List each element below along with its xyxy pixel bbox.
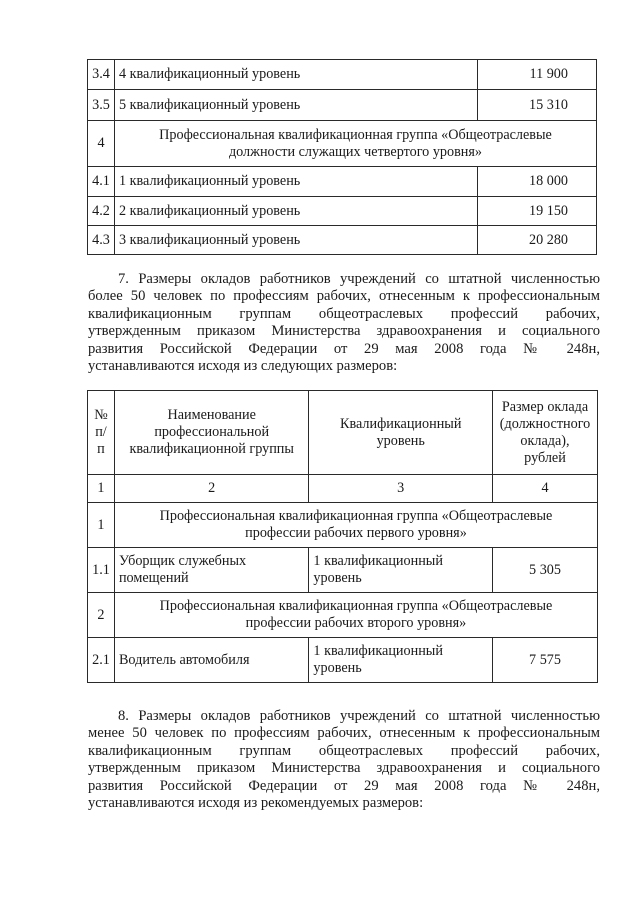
group-title-line: Профессиональная квалификационная группа «Общеотраслевые (159, 508, 553, 524)
header-line: Наименование (167, 407, 256, 423)
cell-line: Уборщик служебных (118, 553, 247, 569)
header-line: Размер оклада (501, 398, 589, 415)
header-line: Квалификационный (340, 415, 462, 432)
salary-value: 19 150 (478, 197, 597, 226)
table-row (88, 638, 598, 683)
header-salary (493, 391, 598, 475)
table-row (88, 548, 598, 593)
paragraph-line: устанавливаются исходя из следующих размеров: (88, 358, 398, 375)
row-number: 4.1 (88, 167, 115, 197)
paragraph-8 (88, 708, 600, 812)
cell-line: 1 квалификационный (313, 553, 443, 569)
table-row-group (88, 593, 598, 638)
paragraph-7 (88, 271, 600, 375)
qualification-level (309, 638, 493, 683)
row-number: 1.1 (88, 548, 115, 593)
paragraph-line: квалификационным группам общеотраслевых профессий рабочих, (88, 305, 600, 322)
level-name: 1 квалификационный уровень (114, 167, 477, 197)
group-title-line: Профессиональная квалификационная группа «Общеотраслевые (159, 598, 553, 614)
profession-name (114, 638, 308, 683)
table-row (88, 60, 597, 90)
group-title (114, 121, 596, 167)
table-row-group (88, 121, 597, 167)
paragraph-line: 8. Размеры окладов работников учреждений со штатной численностью (118, 708, 600, 724)
row-number: 1 (88, 503, 115, 548)
row-number: 4.3 (88, 226, 115, 255)
table-header-row (88, 391, 598, 475)
table-index-row (88, 475, 598, 503)
group-title-line: Профессиональная квалификационная группа «Общеотраслевые (159, 126, 552, 143)
header-line: оклада), (520, 432, 570, 449)
paragraph-line: 7. Размеры окладов работников учреждений со штатной численностью (118, 271, 600, 287)
paragraph-line: менее 50 человек по профессиям рабочих, отнесенным к профессиональным (88, 725, 600, 742)
header-number (88, 391, 115, 475)
table-row (88, 226, 597, 255)
group-title (114, 593, 597, 638)
salary-value: 15 310 (478, 90, 597, 121)
group-title-line: профессии рабочих первого уровня» (245, 525, 467, 541)
qualification-level (309, 548, 493, 593)
table-row (88, 90, 597, 121)
salary-value: 11 900 (478, 60, 597, 90)
cell-line: уровень (313, 570, 362, 586)
row-number: 3.5 (88, 90, 115, 121)
paragraph-line: более 50 человек по профессиям рабочих, отнесенным к профессиональным (88, 288, 600, 305)
row-number: 3.4 (88, 60, 115, 90)
column-index: 2 (114, 475, 308, 503)
header-group-name (114, 391, 308, 475)
salary-table-officials (87, 59, 597, 255)
paragraph-line: развития Российской Федерации от 29 мая 2008 года № 248н, (88, 340, 600, 357)
header-line: рублей (524, 449, 566, 466)
row-number: 2.1 (88, 638, 115, 683)
header-level (309, 391, 493, 475)
salary-value: 7 575 (493, 638, 598, 683)
cell-line: помещений (118, 570, 189, 586)
header-line: № (94, 407, 108, 423)
row-number: 4 (88, 121, 115, 167)
paragraph-line: устанавливаются исходя из рекомендуемых размеров: (88, 795, 424, 812)
cell-line: уровень (313, 660, 362, 676)
table-row-group (88, 503, 598, 548)
table-row (88, 167, 597, 197)
group-title-line: должности служащих четвертого уровня» (228, 143, 483, 160)
row-number: 4.2 (88, 197, 115, 226)
paragraph-line: утвержденным приказом Министерства здравоохранения и социального (88, 323, 600, 340)
paragraph-line: утвержденным приказом Министерства здравоохранения и социального (88, 760, 600, 777)
group-title-line: профессии рабочих второго уровня» (245, 615, 467, 631)
header-line: п/п (95, 424, 107, 457)
level-name: 4 квалификационный уровень (114, 60, 477, 90)
header-line: (должностного (499, 415, 591, 432)
salary-value: 5 305 (493, 548, 598, 593)
cell-line: 1 квалификационный (313, 643, 443, 659)
column-index: 3 (309, 475, 493, 503)
level-name: 2 квалификационный уровень (114, 197, 477, 226)
paragraph-line: развития Российской Федерации от 29 мая 2008 года № 248н, (88, 777, 600, 794)
table-row (88, 197, 597, 226)
level-name: 3 квалификационный уровень (114, 226, 477, 255)
level-name: 5 квалификационный уровень (114, 90, 477, 121)
group-title (114, 503, 597, 548)
row-number: 2 (88, 593, 115, 638)
column-index: 1 (88, 475, 115, 503)
salary-value: 20 280 (478, 226, 597, 255)
header-line: профессиональной (154, 424, 270, 440)
header-line: квалификационной группы (129, 441, 294, 457)
profession-name (114, 548, 308, 593)
paragraph-line: квалификационным группам общеотраслевых профессий рабочих, (88, 742, 600, 759)
column-index: 4 (493, 475, 598, 503)
salary-table-workers (87, 390, 598, 683)
cell-line: Водитель автомобиля (118, 651, 250, 668)
header-line: уровень (376, 432, 425, 449)
salary-value: 18 000 (478, 167, 597, 197)
